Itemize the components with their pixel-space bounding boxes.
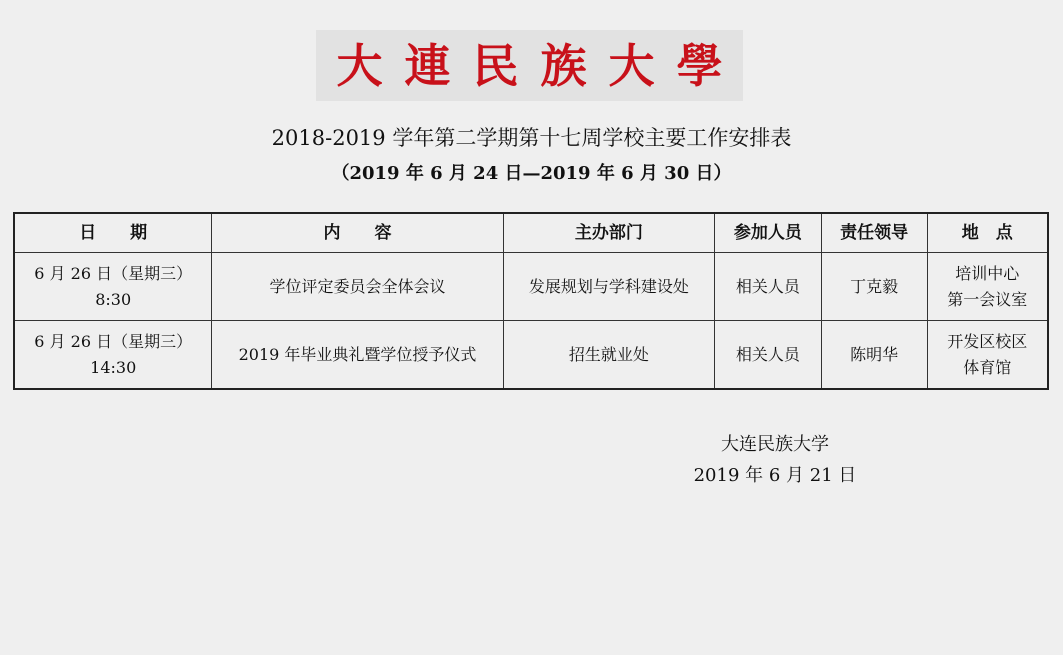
participants-cell: 相关人员 xyxy=(715,321,822,390)
signature-org: 大连民族大学 xyxy=(721,434,829,455)
date-range-subtitle: （2019 年 6 月 24 日—2019 年 6 月 30 日） xyxy=(331,163,732,184)
location-cell xyxy=(927,321,1048,390)
location-line: 第一会议室 xyxy=(947,289,1028,309)
table-row xyxy=(14,321,1048,390)
time-text: 14:30 xyxy=(90,357,137,377)
page-title: 2018-2019 学年第二学期第十七周学校主要工作安排表 xyxy=(271,126,792,150)
location-line: 培训中心 xyxy=(955,263,1020,283)
content-cell: 2019 年毕业典礼暨学位授予仪式 xyxy=(212,321,503,390)
table-header-row xyxy=(14,213,1048,253)
organizer-cell: 招生就业处 xyxy=(503,321,714,390)
column-header-location: 地 点 xyxy=(927,213,1048,253)
content-cell: 学位评定委员会全体会议 xyxy=(212,253,503,321)
date-cell xyxy=(14,253,212,321)
date-cell xyxy=(14,321,212,390)
university-logo-banner xyxy=(316,30,743,101)
column-header-date: 日 期 xyxy=(14,213,212,253)
date-text: 6 月 26 日（星期三） xyxy=(34,331,193,351)
column-header-content: 内 容 xyxy=(212,213,503,253)
column-header-participants: 参加人员 xyxy=(715,213,822,253)
location-cell xyxy=(927,253,1048,321)
time-text: 8:30 xyxy=(95,289,132,309)
university-logo-calligraphy: 大連民族大學 xyxy=(336,38,745,93)
participants-cell: 相关人员 xyxy=(715,253,822,321)
schedule-table xyxy=(13,212,1049,390)
leader-cell: 陈明华 xyxy=(821,321,927,390)
date-text: 6 月 26 日（星期三） xyxy=(34,263,193,283)
leader-cell: 丁克毅 xyxy=(821,253,927,321)
location-line: 体育馆 xyxy=(963,357,1012,377)
signature-block xyxy=(640,429,910,491)
location-line: 开发区校区 xyxy=(947,331,1028,351)
organizer-cell: 发展规划与学科建设处 xyxy=(503,253,714,321)
signature-date: 2019 年 6 月 21 日 xyxy=(693,465,857,486)
table-row xyxy=(14,253,1048,321)
column-header-leader: 责任领导 xyxy=(821,213,927,253)
column-header-organizer: 主办部门 xyxy=(503,213,714,253)
